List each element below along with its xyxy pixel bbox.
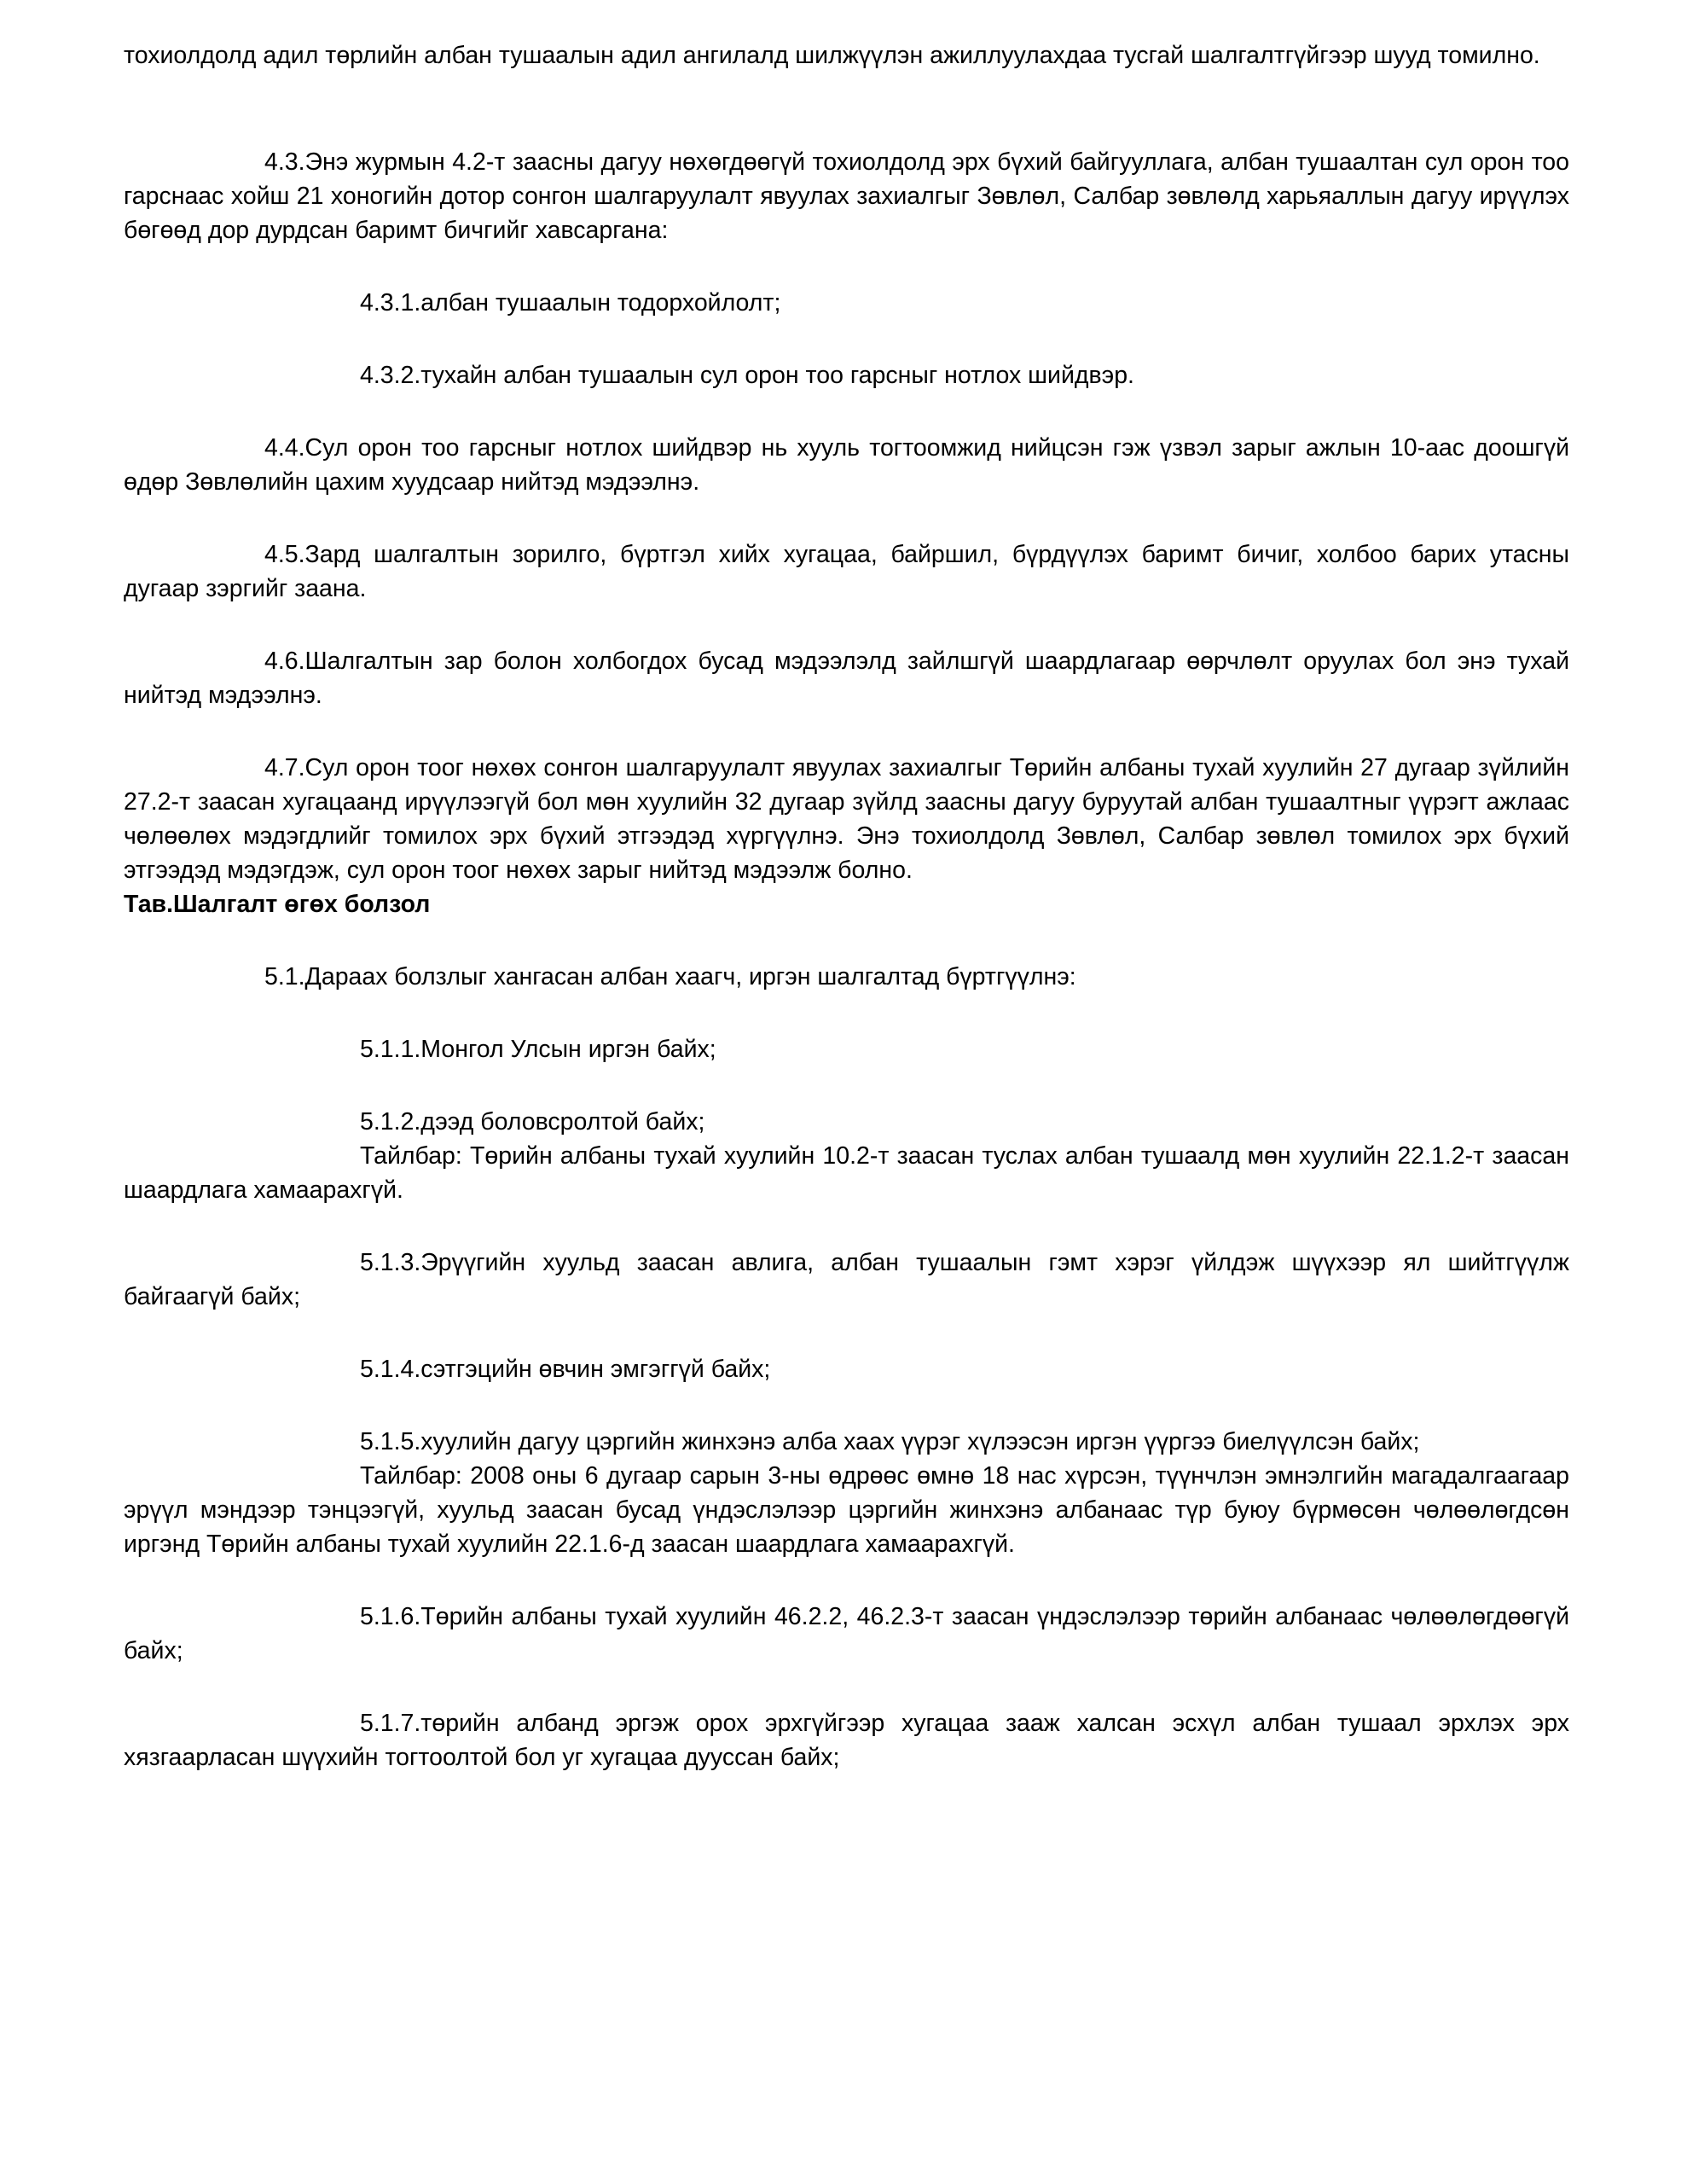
clause-4-6: 4.6.Шалгалтын зар болон холбогдох бусад мэдээлэлд зайлшгүй шаардлагаар өөрчлөлт оруулах бол энэ тухай нийтэд мэдээлнэ. [124, 648, 1569, 709]
clause-5-1-4: 5.1.4.сэтгэцийн өвчин эмгэггүй байх; [360, 1356, 771, 1383]
clause-5-1-7: 5.1.7.төрийн албанд эргэж орох эрхгүйгээр хугацаа зааж халсан эсхүл албан тушаал эрхлэх эрх хязгаарласан шүүхийн тогтоолтой бол уг хугацаа дууссан байх; [124, 1710, 1569, 1771]
section-5-heading: Тав.Шалгалт өгөх болзол [124, 891, 431, 918]
clause-5-1-1: 5.1.1.Монгол Улсын иргэн байх; [360, 1036, 716, 1063]
paragraph-continuation: тохиолдолд адил төрлийн албан тушаалын адил ангилалд шилжүүлэн ажиллуулахдаа тусгай шалгалтгүйгээр шууд томилно. [124, 42, 1540, 69]
clause-4-3-2: 4.3.2.тухайн албан тушаалын сул орон тоо гарсныг нотлох шийдвэр. [360, 362, 1134, 389]
clause-4-5: 4.5.Зард шалгалтын зорилго, бүртгэл хийх хугацаа, байршил, бүрдүүлэх баримт бичиг, холбоо барих утасны дугаар зэргийг заана. [124, 541, 1569, 602]
clause-4-3: 4.3.Энэ журмын 4.2-т заасны дагуу нөхөгдөөгүй тохиолдолд эрх бүхий байгууллага, албан тушаалтан сул орон тоо гарснаас хойш 21 хоногийн дотор сонгон шалгаруулалт явуулах захиалгыг Зөвлөл, Салбар зөвлөлд харьяаллын дагуу ирүүлэх бөгөөд дор дурдсан баримт бичгийг хавсаргана: [124, 148, 1569, 244]
clause-5-1-2: 5.1.2.дээд боловсролтой байх; [360, 1108, 705, 1136]
clause-5-1-5: 5.1.5.хуулийн дагуу цэргийн жинхэнэ алба хаах үүрэг хүлээсэн иргэн үүргээ биелүүлсэн байх; [360, 1428, 1420, 1455]
clause-5-1: 5.1.Дараах болзлыг хангасан албан хаагч, иргэн шалгалтад бүртгүүлнэ: [264, 963, 1076, 990]
note-5-1-5: Тайлбар: 2008 оны 6 дугаар сарын 3-ны өдрөөс өмнө 18 нас хүрсэн, түүнчлэн эмнэлгийн магадалгаагаар эрүүл мэндээр тэнцээгүй, хуульд заасан бусад үндэслэлээр цэргийн жинхэнэ албанаас түр буюу бүрмөсөн чөлөөлөгдсөн иргэнд Төрийн албаны тухай хуулийн 22.1.6-д заасан шаардлага хамаарахгүй. [124, 1462, 1569, 1558]
clause-4-3-1: 4.3.1.албан тушаалын тодорхойлолт; [360, 289, 781, 317]
clause-4-7: 4.7.Сул орон тоог нөхөх сонгон шалгаруулалт явуулах захиалгыг Төрийн албаны тухай хуулийн 27 дугаар зүйлийн 27.2-т заасан хугацаанд ирүүлээгүй бол мөн хуулийн 32 дугаар зүйлд заасны дагуу буруутай албан тушаалтныг үүрэгт ажлаас чөлөөлөх мэдэгдлийг томилох эрх бүхий этгээдэд хүргүүлнэ. Энэ тохиолдолд Зөвлөл, Салбар зөвлөл томилох эрх бүхий этгээдэд мэдэгдэж, сул орон тоог нөхөх зарыг нийтэд мэдээлж болно. [124, 754, 1569, 884]
note-5-1-2: Тайлбар: Төрийн албаны тухай хуулийн 10.2-т заасан туслах албан тушаалд мөн хуулийн 22.1.2-т заасан шаардлага хамаарахгүй. [124, 1142, 1569, 1204]
clause-4-4: 4.4.Сул орон тоо гарсныг нотлох шийдвэр нь хууль тогтоомжид нийцсэн гэж үзвэл зарыг ажлын 10-аас доошгүй өдөр Зөвлөлийн цахим хуудсаар нийтэд мэдээлнэ. [124, 434, 1569, 496]
clause-5-1-6: 5.1.6.Төрийн албаны тухай хуулийн 46.2.2, 46.2.3-т заасан үндэслэлээр төрийн албанаас чөлөөлөгдөөгүй байх; [124, 1603, 1569, 1664]
clause-5-1-3: 5.1.3.Эрүүгийн хуульд заасан авлига, албан тушаалын гэмт хэрэг үйлдэж шүүхээр ял шийтгүүлж байгаагүй байх; [124, 1249, 1569, 1310]
